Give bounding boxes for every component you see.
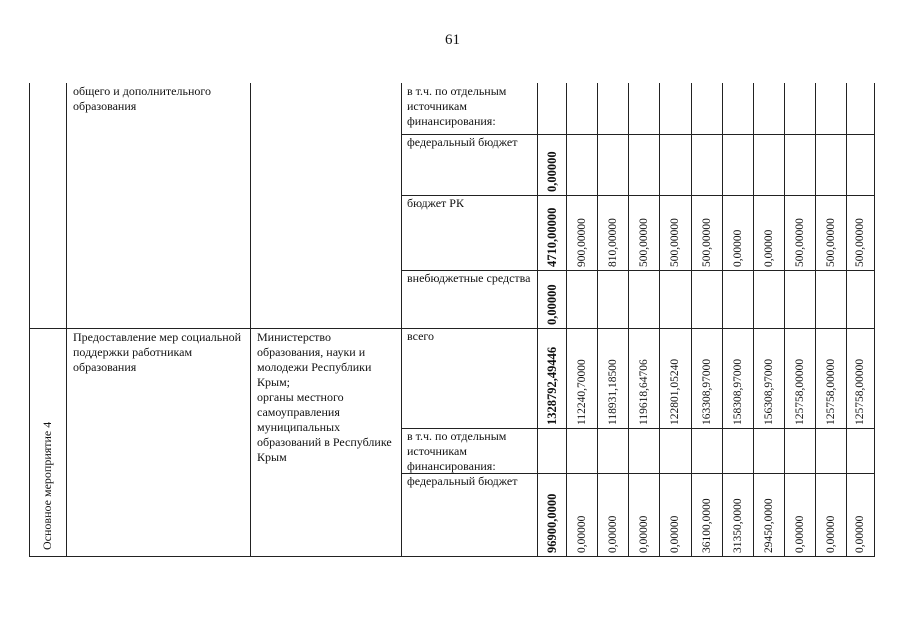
table-rule-horizontal [29,556,875,557]
year-value: 125758,00000 [793,358,806,425]
table-rule-vertical [722,83,723,557]
total-value: 4710,00000 [544,207,559,267]
year-value: 500,00000 [854,218,866,267]
year-value: 163308,97000 [700,358,713,425]
year-value: 156308,97000 [762,358,775,425]
table-rule-vertical [691,83,692,557]
table-rule-vertical [537,83,538,557]
year-value: 0,00000 [637,515,650,553]
year-value: 0,00000 [824,515,837,553]
table-rule-vertical [784,83,785,557]
table-rule-vertical [628,83,629,557]
year-value: 36100,0000 [700,498,713,553]
source-label: в т.ч. по отдельным источникам финансирования: [407,429,507,473]
year-value: 500,00000 [669,218,681,267]
source-label: федеральный бюджет [407,474,518,488]
year-value: 900,00000 [575,218,588,267]
year-value: 0,00000 [854,515,866,553]
page-number: 61 [445,32,460,48]
year-value: 112240,70000 [575,359,588,425]
total-value: 0,00000 [544,284,559,325]
year-value: 500,00000 [637,218,650,267]
year-value: 500,00000 [824,218,837,267]
measure-name-continued: общего и дополнительного образования [73,84,211,113]
table-rule-vertical [874,83,875,557]
year-value: 125758,00000 [824,358,837,425]
year-value: 810,00000 [606,218,619,267]
table-rule-vertical [401,83,402,557]
source-label: внебюджетные средства [407,271,531,285]
table-rule-vertical [29,83,30,557]
year-value: 118931,18500 [606,359,619,425]
executor: Министерство образования, науки и молодежи Республики Крым; органы местного самоуправления муниципальных образований в Республике Крым [257,330,392,464]
source-label: в т.ч. по отдельным источникам финансирования: [407,84,507,128]
table-rule-vertical [846,83,847,557]
measure-label: Основное мероприятие 4 [40,421,54,550]
source-label: всего [407,329,435,343]
year-value: 158308,97000 [731,358,744,425]
table-rule-vertical [659,83,660,557]
measure-name: Предоставление мер социальной поддержки работникам образования [73,330,242,374]
year-value: 0,00000 [731,229,744,267]
table-rule-vertical [250,83,251,557]
year-value: 31350,0000 [731,498,744,553]
table-rule-vertical [566,83,567,557]
source-label: бюджет РК [407,196,464,210]
year-value: 125758,00000 [854,358,866,425]
year-value: 500,00000 [793,218,806,267]
year-value: 0,00000 [669,515,681,553]
total-value: 96900,0000 [544,493,559,553]
year-value: 0,00000 [793,515,806,553]
year-value: 500,00000 [700,218,713,267]
year-value: 122801,05240 [669,358,681,425]
total-value: 1328792,49446 [544,346,559,425]
table-rule-vertical [815,83,816,557]
total-value: 0,00000 [544,151,559,192]
year-value: 119618,64706 [637,359,650,425]
table-rule-vertical [753,83,754,557]
year-value: 0,00000 [606,515,619,553]
source-label: федеральный бюджет [407,135,518,149]
year-value: 0,00000 [762,229,775,267]
table-rule-vertical [597,83,598,557]
year-value: 0,00000 [575,515,588,553]
table-rule-vertical [66,83,67,557]
year-value: 29450,0000 [762,498,775,553]
